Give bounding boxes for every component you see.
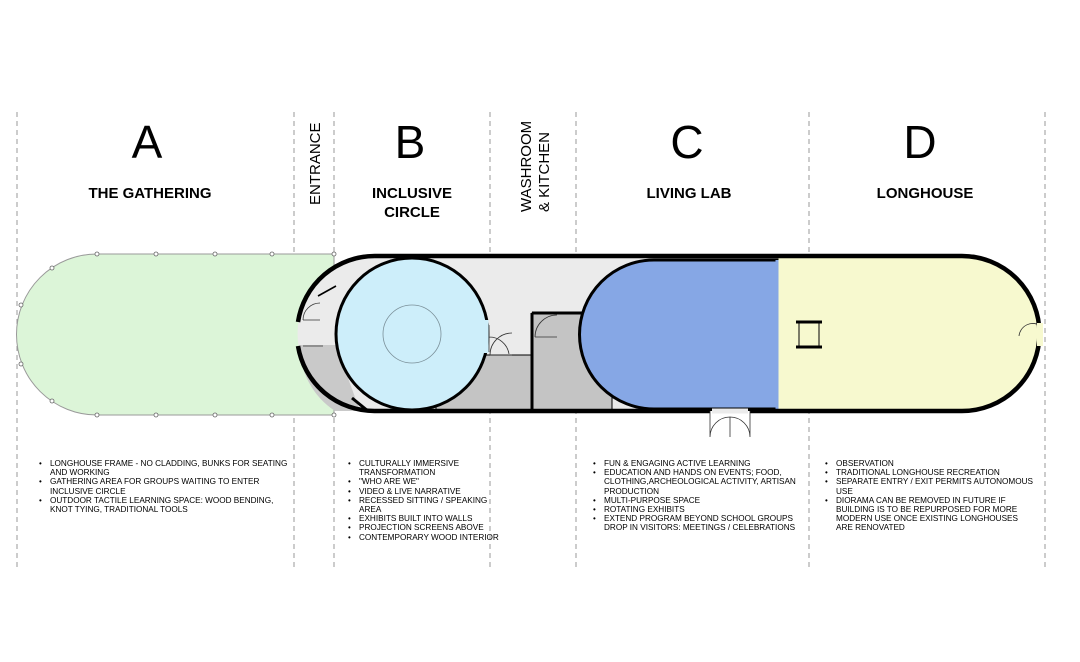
zone-c-title: LIVING LAB (646, 185, 732, 202)
zone-c-letter: C (670, 116, 704, 168)
longhouse-area (777, 256, 1039, 411)
zone-a-letter: A (131, 116, 163, 168)
zone-a-note: • OUTDOOR TACTILE LEARNING SPACE: WOOD BENDING, KNOT TYING, TRADITIONAL TOOLS (50, 496, 290, 514)
zone-a-note: • LONGHOUSE FRAME - NO CLADDING, BUNKS FOR SEATING AND WORKING (50, 459, 290, 477)
zone-b-note: • RECESSED SITTING / SPEAKING AREA (359, 496, 499, 514)
zone-c-note: • EXTEND PROGRAM BEYOND SCHOOL GROUPS DROP IN VISITORS: MEETINGS / CELEBRATIONS (604, 514, 814, 532)
zone-d-letter: D (903, 116, 937, 168)
entrance-label: ENTRANCE (307, 122, 324, 205)
zone-b-note: • PROJECTION SCREENS ABOVE (359, 523, 499, 532)
living-lab-double-doors (710, 411, 750, 437)
zone-d-note: • TRADITIONAL LONGHOUSE RECREATION (836, 468, 1036, 477)
zone-b-title-line-1: INCLUSIVE (371, 185, 453, 202)
zone-c-note: • ROTATING EXHIBITS (604, 505, 814, 514)
zone-a-notes (36, 459, 290, 514)
zone-d-note: • OBSERVATION (836, 459, 1036, 468)
zone-b-note: • "WHO ARE WE" (359, 477, 499, 486)
zone-a-title: THE GATHERING (88, 185, 212, 202)
zone-c-notes (590, 459, 814, 533)
zone-d-notes (822, 459, 1036, 533)
gathering-area (16, 254, 334, 415)
zone-d-note: • SEPARATE ENTRY / EXIT PERMITS AUTONOMOUS USE (836, 477, 1036, 495)
zone-b-notes (345, 459, 499, 542)
zone-d-title: LONGHOUSE (876, 185, 974, 202)
inclusive-circle-area (336, 258, 488, 410)
washroom-label-line-2: & KITCHEN (536, 131, 553, 212)
zone-a-note: • GATHERING AREA FOR GROUPS WAITING TO ENTER INCLUSIVE CIRCLE (50, 477, 290, 495)
zone-b-note: • VIDEO & LIVE NARRATIVE (359, 487, 499, 496)
zone-c-note: • MULTI-PURPOSE SPACE (604, 496, 814, 505)
living-lab-area (580, 260, 778, 409)
washroom-label-line-1: WASHROOM (518, 120, 535, 212)
zone-d-note: • DIORAMA CAN BE REMOVED IN FUTURE IF BUILDING IS TO BE REPURPOSED FOR MORE MODERN USE ONCE EXISTING LONGHOUSES ARE RENOVATED (836, 496, 1036, 533)
zone-c-note: • EDUCATION AND HANDS ON EVENTS; FOOD, CLOTHING,ARCHEOLOGICAL ACTIVITY, ARTISAN PRODUCTION (604, 468, 814, 496)
zone-b-letter: B (394, 116, 426, 168)
zone-b-note: • EXHIBITS BUILT INTO WALLS (359, 514, 499, 523)
zone-c-note: • FUN & ENGAGING ACTIVE LEARNING (604, 459, 814, 468)
zone-b-title-line-2: CIRCLE (384, 204, 440, 221)
zone-b-note: • CONTEMPORARY WOOD INTERIOR (359, 533, 499, 542)
zone-b-note: • CULTURALLY IMMERSIVE TRANSFORMATION (359, 459, 499, 477)
